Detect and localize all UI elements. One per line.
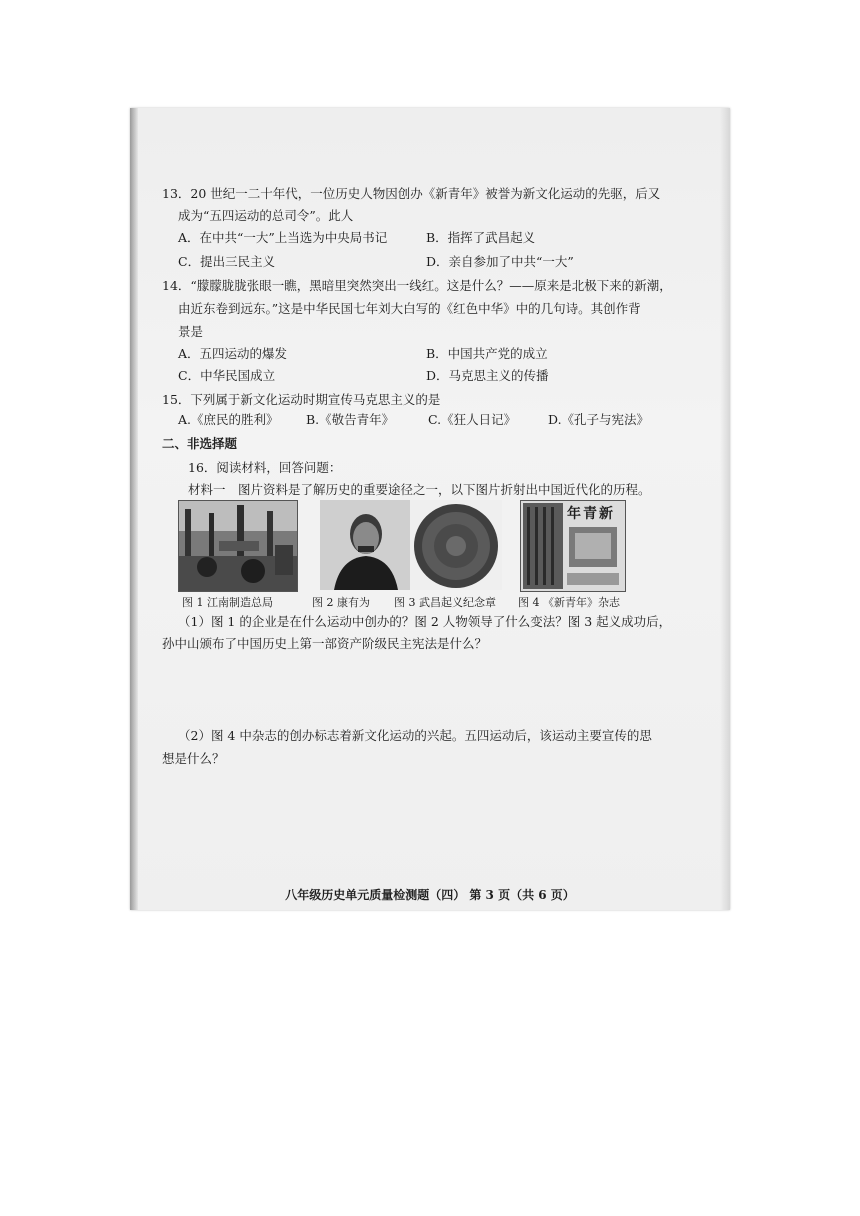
q14-stem-line2: 由近东卷到远东。”这是中华民国七年刘大白写的《红色中华》中的几句诗。其创作背 (178, 301, 641, 316)
figure-1-caption: 图 1 江南制造总局 (182, 596, 273, 609)
q14-stem-line3: 景是 (178, 324, 204, 339)
figure-2-caption: 图 2 康有为 (312, 596, 370, 609)
q13-option-a: A．在中共“一大”上当选为中央局书记 (178, 230, 388, 245)
q15-option-a: A.《庶民的胜利》 (178, 412, 279, 427)
q15-stem: 15．下列属于新文化运动时期宣传马克思主义的是 (162, 392, 441, 407)
q15-option-c: C.《狂人日记》 (428, 412, 517, 427)
figure-3-caption: 图 3 武昌起义纪念章 (394, 596, 496, 609)
q15-option-d: D.《孔子与宪法》 (548, 412, 650, 427)
section-heading: 二、非选择题 (162, 436, 238, 451)
figure-3-medal (410, 500, 502, 590)
figure-4-magazine (520, 500, 626, 592)
magazine-title: 年青新 (567, 506, 615, 522)
figure-2-portrait (320, 500, 412, 590)
q14-stem-line1: 14．“朦朦胧胧张眼一瞧，黑暗里突然突出一线红。这是什么？——原来是北极下来的新潮， (162, 278, 672, 293)
q16-material1: 材料一 图片资料是了解历史的重要途径之一，以下图片折射出中国近代化的历程。 (188, 482, 651, 497)
q16-sub1-line2: 孙中山颁布了中国历史上第一部资产阶级民主宪法是什么？ (162, 636, 488, 651)
figure-4-caption: 图 4 《新青年》杂志 (518, 596, 620, 609)
exam-page (130, 108, 730, 910)
portrait-image (320, 500, 412, 590)
q14-option-b: B．中国共产党的成立 (426, 346, 548, 361)
q16-sub2-line1: （2）图 4 中杂志的创办标志着新文化运动的兴起。五四运动后，该运动主要宣传的思 (178, 728, 652, 743)
q15-option-b: B.《敬告青年》 (306, 412, 395, 427)
q13-stem-line1: 13．20 世纪一二十年代，一位历史人物因创办《新青年》被誉为新文化运动的先驱，后又 (162, 186, 661, 201)
q13-option-d: D．亲自参加了中共“一大” (426, 254, 574, 269)
q14-option-a: A．五四运动的爆发 (178, 346, 288, 361)
medal-image (410, 500, 502, 590)
q14-option-d: D．马克思主义的传播 (426, 368, 549, 383)
page-footer: 八年级历史单元质量检测题（四） 第 3 页（共 6 页） (285, 888, 575, 902)
q16-intro: 16．阅读材料，回答问题： (188, 460, 342, 475)
q13-option-c: C．提出三民主义 (178, 254, 276, 269)
factory-image (179, 501, 297, 591)
q16-sub1-line1: （1）图 1 的企业是在什么运动中创办的？图 2 人物领导了什么变法？图 3 起义成功后， (178, 614, 672, 629)
q16-sub2-line2: 想是什么？ (162, 751, 225, 766)
q14-option-c: C．中华民国成立 (178, 368, 276, 383)
q13-option-b: B．指挥了武昌起义 (426, 230, 536, 245)
q13-stem-line2: 成为“五四运动的总司令”。此人 (178, 208, 354, 223)
figure-1-factory-photo (178, 500, 298, 592)
